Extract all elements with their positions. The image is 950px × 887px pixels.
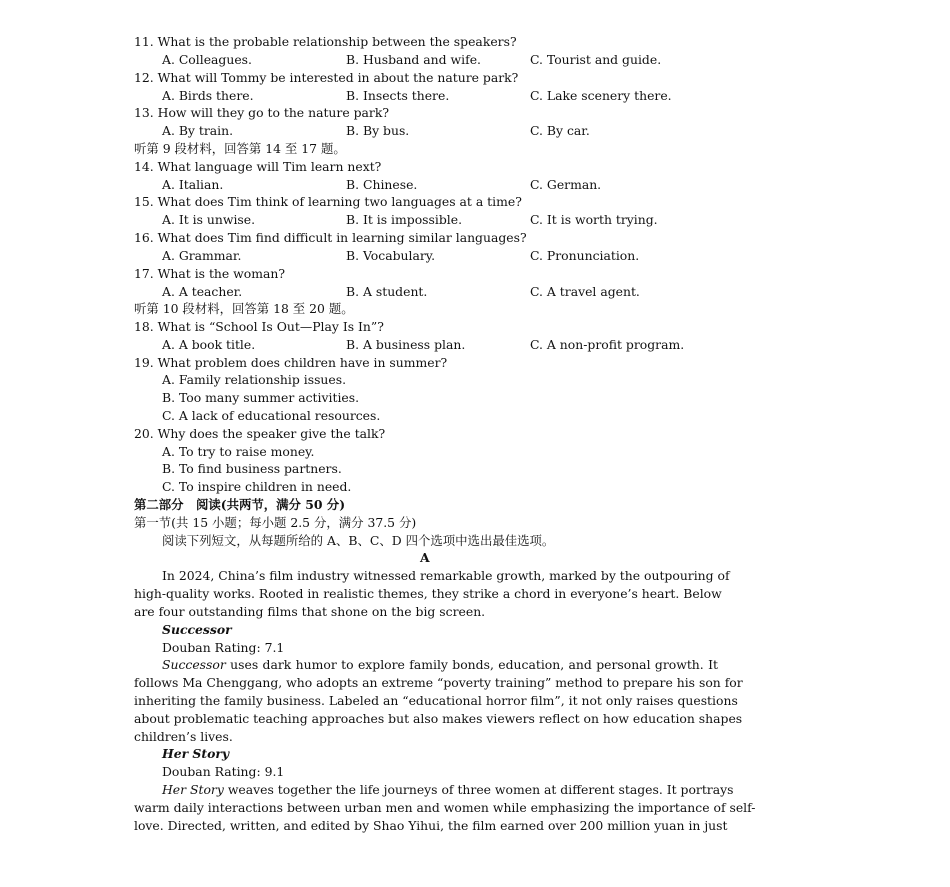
q16-option-b: B. Vocabulary.	[346, 248, 436, 263]
q20-option-b: B. To find business partners.	[162, 461, 342, 476]
film-2-line-3: love. Directed, written, and edited by Shao Yihui, the film earned over 200 million yuan in just	[134, 818, 728, 833]
film-2-title: Her Story	[162, 746, 230, 761]
q16-option-c: C. Pronunciation.	[530, 248, 640, 263]
film-1-line-4: about problematic teaching approaches but also makes viewers reflect on how education shapes	[134, 711, 743, 726]
film-1-line-3: inheriting the family business. Labeled an “educational horror film”, it not only raises questions	[134, 693, 738, 708]
film-1-line-2: follows Ma Chenggang, who adopts an extreme “poverty training” method to prepare his son for	[134, 675, 743, 690]
q17-option-a: A. A teacher.	[162, 284, 243, 299]
material-10-instruction: 听第 10 段材料，回答第 18 至 20 题。	[134, 301, 354, 316]
question-12: 12. What will Tommy be interested in about the nature park?	[134, 70, 519, 85]
question-13: 13. How will they go to the nature park?	[134, 105, 389, 120]
question-15: 15. What does Tim think of learning two languages at a time?	[134, 194, 522, 209]
q18-option-b: B. A business plan.	[346, 337, 466, 352]
q15-option-a: A. It is unwise.	[162, 212, 256, 227]
q12-option-c: C. Lake scenery there.	[530, 88, 672, 103]
q15-option-b: B. It is impossible.	[346, 212, 463, 227]
reading-directions: 阅读下列短文，从每题所给的 A、B、C、D 四个选项中选出最佳选项。	[162, 533, 555, 548]
q18-option-a: A. A book title.	[162, 337, 256, 352]
intro-line-2: high-quality works. Rooted in realistic themes, they strike a chord in everyone’s heart. Below	[134, 586, 722, 601]
q15-option-c: C. It is worth trying.	[530, 212, 658, 227]
q12-option-b: B. Insects there.	[346, 88, 450, 103]
film-2-rating: Douban Rating: 9.1	[162, 764, 285, 779]
intro-line-3: are four outstanding films that shone on the big screen.	[134, 604, 486, 619]
film-1-rating: Douban Rating: 7.1	[162, 640, 285, 655]
q17-option-b: B. A student.	[346, 284, 428, 299]
q14-option-c: C. German.	[530, 177, 602, 192]
film-1-line-1: Successor uses dark humor to explore family bonds, education, and personal growth. It	[162, 657, 718, 672]
q11-option-c: C. Tourist and guide.	[530, 52, 662, 67]
question-18: 18. What is “School Is Out—Play Is In”?	[134, 319, 384, 334]
question-16: 16. What does Tim find difficult in learning similar languages?	[134, 230, 527, 245]
question-20: 20. Why does the speaker give the talk?	[134, 426, 386, 441]
part2-title: 第二部分 阅读(共两节，满分 50 分)	[134, 497, 346, 512]
q17-option-c: C. A travel agent.	[530, 284, 640, 299]
q20-option-a: A. To try to raise money.	[162, 444, 315, 459]
q12-option-a: A. Birds there.	[162, 88, 254, 103]
q13-option-c: C. By car.	[530, 123, 590, 138]
q19-option-a: A. Family relationship issues.	[162, 372, 347, 387]
q14-option-b: B. Chinese.	[346, 177, 418, 192]
q19-option-c: C. A lack of educational resources.	[162, 408, 381, 423]
film-1-line-5: children’s lives.	[134, 729, 233, 744]
film-2-line-1: Her Story weaves together the life journeys of three women at different stages. It portrays	[162, 782, 734, 797]
passage-label: A	[420, 550, 430, 565]
section1-title: 第一节(共 15 小题；每小题 2.5 分，满分 37.5 分)	[134, 515, 417, 530]
film-1-title: Successor	[162, 622, 232, 637]
intro-line-1: In 2024, China’s film industry witnessed remarkable growth, marked by the outpouring of	[162, 568, 730, 583]
q14-option-a: A. Italian.	[162, 177, 224, 192]
question-14: 14. What language will Tim learn next?	[134, 159, 382, 174]
question-11: 11. What is the probable relationship between the speakers?	[134, 34, 517, 49]
q20-option-c: C. To inspire children in need.	[162, 479, 352, 494]
q18-option-c: C. A non-profit program.	[530, 337, 685, 352]
q13-option-a: A. By train.	[162, 123, 234, 138]
q11-option-a: A. Colleagues.	[162, 52, 252, 67]
q11-option-b: B. Husband and wife.	[346, 52, 481, 67]
question-19: 19. What problem does children have in summer?	[134, 355, 448, 370]
q13-option-b: B. By bus.	[346, 123, 410, 138]
question-17: 17. What is the woman?	[134, 266, 286, 281]
film-2-line-2: warm daily interactions between urban men and women while emphasizing the importance of self-	[134, 800, 756, 815]
q19-option-b: B. Too many summer activities.	[162, 390, 360, 405]
q16-option-a: A. Grammar.	[162, 248, 242, 263]
material-9-instruction: 听第 9 段材料，回答第 14 至 17 题。	[134, 141, 346, 156]
